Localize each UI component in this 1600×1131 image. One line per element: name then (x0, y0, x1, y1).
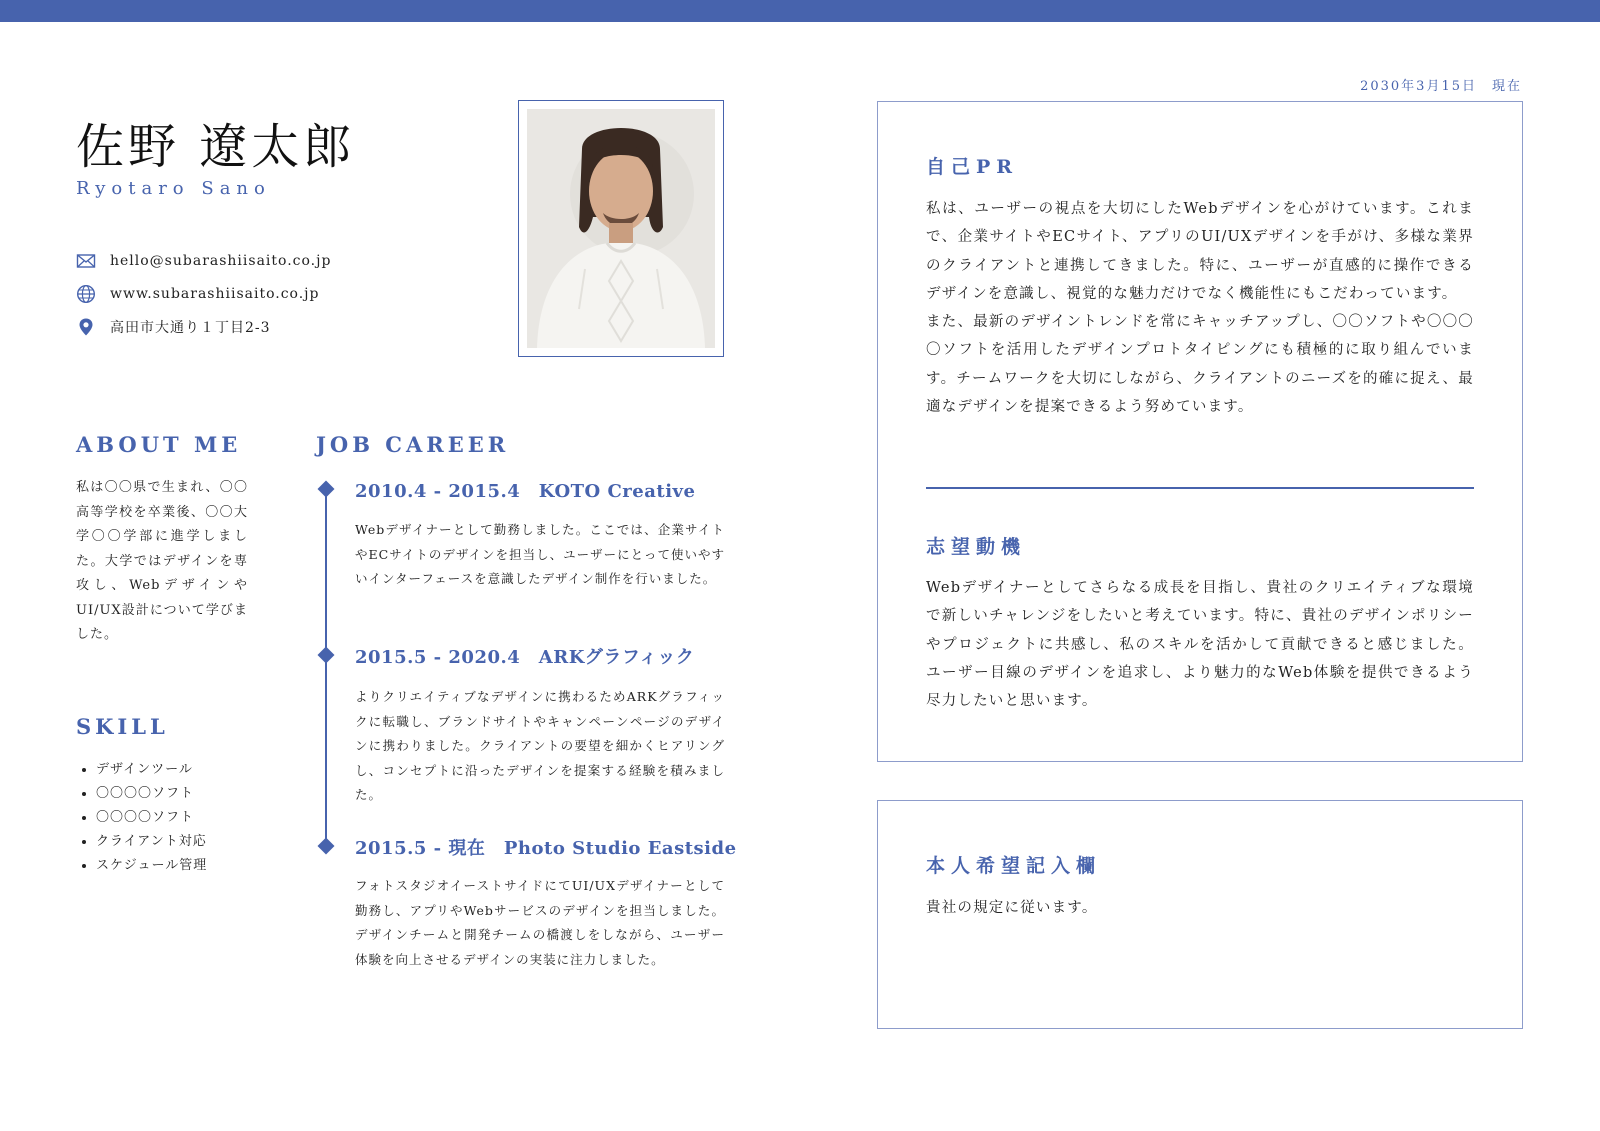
pr-heading: 自己PR (926, 156, 1019, 178)
pr-text: 私は、ユーザーの視点を大切にしたWebデザインを心がけています。これまで、企業サイトやECサイト、アプリのUI/UXデザインを手がけ、多様な業界のクライアントと連携してきました。特に、ユーザーが直感的に操作できるデザインを意識し、視覚的な魅力だけでなく機能性にもこだわっています。 また、最新のデザイントレンドを常にキャッチアップし、〇〇ソフトや〇〇〇〇ソフトを活用したデザインプロトタイピングにも積極的に取り組んでいます。チームワークを大切にしながら、クライアントのニーズを的確に捉え、最適なデザインを提案できるよう努めています。 (926, 201, 1474, 416)
globe-icon (76, 284, 96, 304)
skill-list (96, 758, 207, 878)
profile-photo-frame (518, 100, 724, 357)
document-date: 2030年3月15日 現在 (1360, 79, 1522, 94)
skill-item: • 〇〇〇〇ソフト (96, 806, 207, 830)
contact-address-row (76, 310, 331, 343)
job-description: よりクリエイティブなデザインに携わるためARKグラフィックに転職し、ブランドサイトやキャンペーンページのデザインに携わりました。クライアントの要望を細かくヒアリングし、コンセプトに沿ったデザインを提案する経験を積みました。 (355, 689, 725, 802)
timeline-line (325, 490, 327, 845)
request-text: 貴社の規定に従います。 (926, 900, 1098, 916)
section-divider (926, 487, 1474, 489)
skill-heading: SKILL (76, 714, 169, 739)
mail-icon (76, 251, 96, 271)
timeline-marker (318, 481, 335, 498)
skill-item: • デザインツール (96, 758, 207, 782)
about-heading: ABOUT ME (76, 432, 242, 457)
skill-item: • クライアント対応 (96, 830, 207, 854)
location-pin-icon (76, 317, 96, 337)
contact-website-row (76, 277, 331, 310)
contact-info (76, 244, 331, 343)
motivation-heading: 志望動機 (926, 536, 1027, 558)
contact-email-row (76, 244, 331, 277)
job-description: Webデザイナーとして勤務しました。ここでは、企業サイトやECサイトのデザインを担当し、ユーザーにとって使いやすいインターフェースを意識したデザイン制作を行いました。 (355, 522, 725, 586)
about-text: 私は〇〇県で生まれ、〇〇高等学校を卒業後、〇〇大学〇〇学部に進学しました。大学ではデザインを専攻し、Webデザインや UI/UX設計について学びました。 (76, 480, 248, 642)
profile-photo (527, 109, 715, 348)
email-text[interactable]: hello@subarashiisaito.co.jp (110, 252, 332, 269)
job-description: フォトスタジオイーストサイドにてUI/UXデザイナーとして勤務し、アプリやWebサービスのデザインを担当しました。デザインチームと開発チームの橋渡しをしながら、ユーザー体験を向上させるデザインの実装に注力しました。 (355, 878, 725, 967)
skill-item: • スケジュール管理 (96, 854, 207, 878)
address-text: 高田市大通り１丁目2-3 (110, 319, 271, 336)
career-heading: JOB CAREER (316, 432, 510, 457)
website-text[interactable]: www.subarashiisaito.co.jp (110, 285, 320, 302)
job-title: 2010.4 - 2015.4 KOTO Creative (355, 481, 696, 502)
timeline-marker (318, 647, 335, 664)
top-accent-bar (0, 0, 1600, 22)
full-name: 佐野 遼太郎 (76, 119, 356, 175)
timeline-marker (318, 838, 335, 855)
job-title: 2015.5 - 現在 Photo Studio Eastside (355, 838, 737, 859)
portrait-illustration (527, 109, 715, 348)
name-romanized: Ryotaro Sano (76, 178, 271, 199)
skill-item: • 〇〇〇〇ソフト (96, 782, 207, 806)
job-title: 2015.5 - 2020.4 ARKグラフィック (355, 647, 695, 668)
motivation-text: Webデザイナーとしてさらなる成長を目指し、貴社のクリエイティブな環境で新しいチャレンジをしたいと考えています。特に、貴社のデザインポリシーやプロジェクトに共感し、私のスキルを活かして貢献できると感じました。ユーザー目線のデザインを追求し、より魅力的なWeb体験を提供できるよう尽力したいと思います。 (926, 580, 1474, 710)
request-heading: 本人希望記入欄 (926, 855, 1102, 877)
